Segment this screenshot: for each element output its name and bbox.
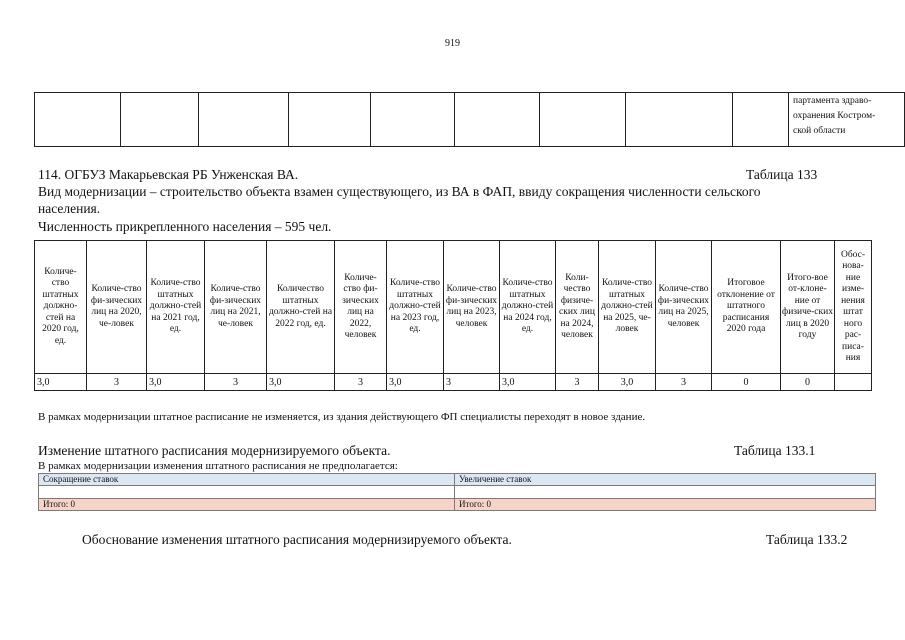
total-right: Итого: 0 [455,499,876,511]
header-cell: Итоговое отклонение от штатного расписания 2020 года [712,241,781,374]
staff-change-table [38,473,876,511]
continuation-table [34,92,905,147]
table-cell: 3 [444,374,500,391]
modernization-type: Вид модернизации – строительство объекта взамен существующего, из ВА в ФАП, ввиду сокращения численности сельского [38,184,761,199]
justification-title: Обоснование изменения штатного расписания модернизируемого объекта. [82,532,512,547]
table-cell: 3 [205,374,267,391]
table-row [35,374,872,391]
table-cell: 0 [712,374,781,391]
table-header-row [35,241,872,374]
change-title: Изменение штатного расписания модернизируемого объекта. [38,443,391,458]
header-cell: Количе-ство фи-зических лиц на 2020, че-ловек [87,241,147,374]
header-cell: Количе-ство фи-зических лиц на 2023, человек [444,241,500,374]
table-label-133-2: Таблица 133.2 [766,532,848,547]
reduce-header: Сокращение ставок [39,474,455,486]
table-row [35,93,905,147]
header-cell: Количе-ство фи-зических лиц на 2021, че-ловек [205,241,267,374]
table-total-row [39,499,876,511]
header-cell: Количе-ство фи-зических лиц на 2025, человек [656,241,712,374]
table-cell [39,486,455,499]
modernization-type-cont: населения. [38,201,101,216]
header-cell: Количе-ство штатных должно-стей на 2025, че-ловек [599,241,656,374]
population-line: Численность прикрепленного населения – 595 чел. [38,219,332,234]
header-cell: Коли-чество физиче-ских лиц на 2024, человек [556,241,599,374]
header-cell: Количе-ство штатных должно-стей на 2023 год, ед. [387,241,444,374]
section-heading: 114. ОГБУЗ Макарьевская РБ Унженская ВА. [38,167,299,182]
table-row [39,486,876,499]
table-cell: 3 [656,374,712,391]
header-cell: Количе-ство штатных должно-стей на 2024 год, ед. [500,241,556,374]
continuation-note: партамента здраво- охранения Костром- ской области [792,96,876,136]
header-cell: Количе-ство фи-зических лиц на 2022, человек [335,241,387,374]
table-cell: 3 [556,374,599,391]
table-cell: 3,0 [599,374,656,391]
staff-table [34,240,872,391]
table-cell: 3,0 [35,374,87,391]
increase-header: Увеличение ставок [455,474,876,486]
total-left: Итого: 0 [39,499,455,511]
table-cell: 3 [87,374,147,391]
table-header-row [39,474,876,486]
table-cell: 3,0 [267,374,335,391]
header-cell: Количество штатных должно-стей на 2022 год, ед. [267,241,335,374]
header-cell: Обос-нова-ние изме-нения штат ного рас-писа-ния [835,241,872,374]
page-number: 919 [445,38,460,49]
table-cell [455,486,876,499]
header-cell: Количе-ство штатных должно-стей на 2021 год, ед. [147,241,205,374]
header-cell: Итого-вое от-клоне-ние от физиче-ских лиц в 2020 году [781,241,835,374]
table-cell: 3,0 [387,374,444,391]
table-cell [835,374,872,391]
table-cell: 3,0 [147,374,205,391]
table-cell: 0 [781,374,835,391]
table-label-133: Таблица 133 [746,167,818,182]
table-cell: 3,0 [500,374,556,391]
table-label-133-1: Таблица 133.1 [734,443,816,458]
change-subtitle: В рамках модернизации изменения штатного расписания не предполагается: [38,460,398,472]
note-text: В рамках модернизации штатное расписание не изменяется, из здания действующего ФП специалисты переходят в новое здание. [38,411,646,423]
header-cell: Количе-ство штатных должно-стей на 2020 год, ед. [35,241,87,374]
table-cell: 3 [335,374,387,391]
